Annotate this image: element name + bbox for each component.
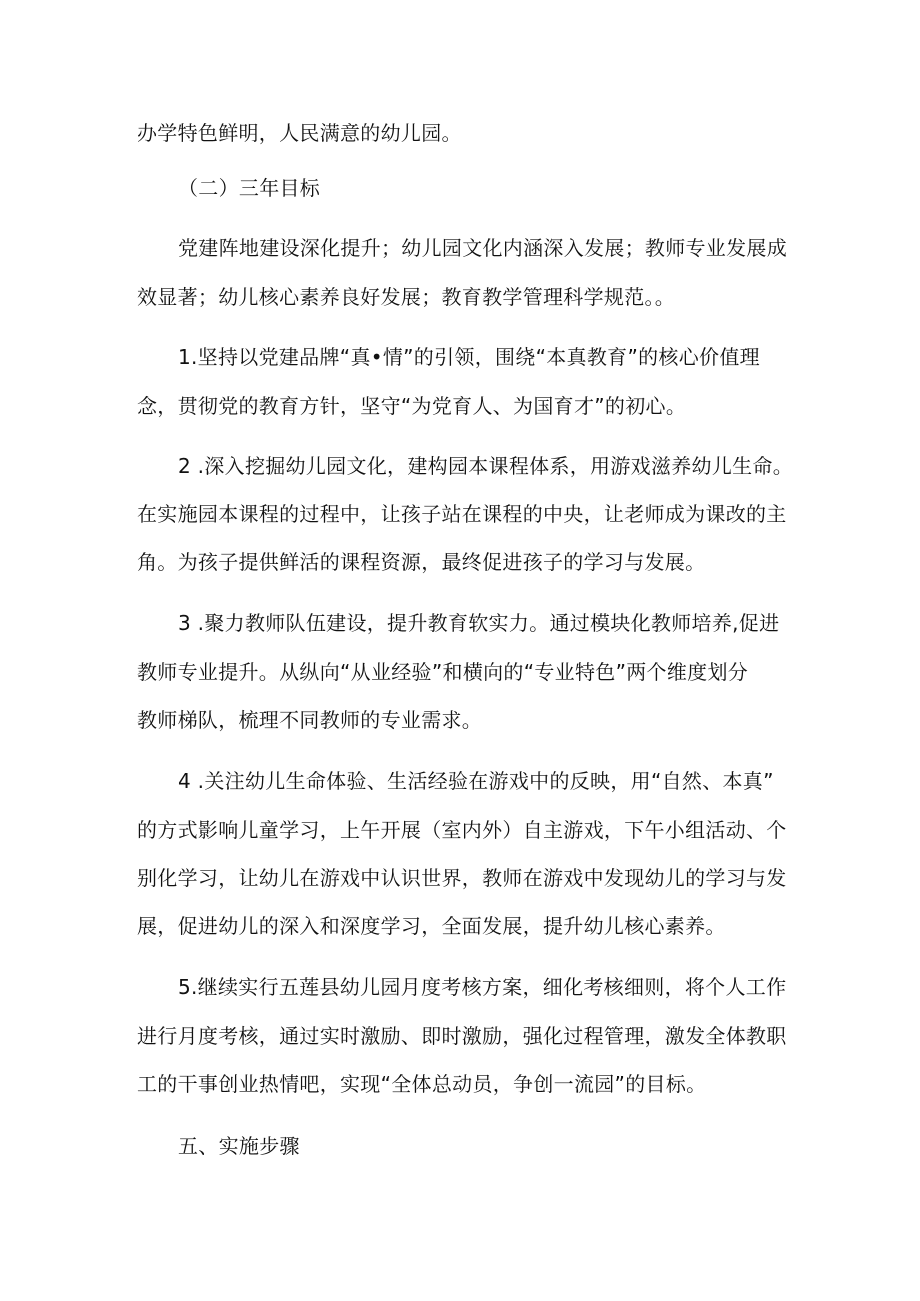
list-item-line: 1.坚持以党建品牌“真•情”的引领，围绕“本真教育”的核心价值理 xyxy=(178,345,760,369)
section-heading: （二）三年目标 xyxy=(178,176,321,200)
text-line: 念，贯彻党的教育方针，坚守“为党育人、为国育才”的初心。 xyxy=(137,394,687,418)
text-line: 效显著；幼儿核心素养良好发展；教育教学管理科学规范。。 xyxy=(137,285,676,309)
text-line: 工的干事创业热情吧，实现“全体总动员，争创一流园”的目标。 xyxy=(137,1072,707,1096)
text-line: 教师专业提升。从纵向“从业经验”和横向的“专业特色”两个维度划分 xyxy=(137,660,749,684)
text-line: 教师梯队，梳理不同教师的专业需求。 xyxy=(137,708,483,732)
text-line: 展，促进幼儿的深入和深度学习，全面发展，提升幼儿核心素养。 xyxy=(137,914,726,938)
list-item-line: 3 .聚力教师队伍建设，提升教育软实力。通过模块化教师培养,促进 xyxy=(178,611,780,635)
section-heading: 五、实施步骤 xyxy=(178,1134,300,1158)
text-line: 办学特色鲜明，人民满意的幼儿园。 xyxy=(137,121,462,145)
list-item-line: 5.继续实行五莲县幼儿园月度考核方案，细化考核细则，将个人工作 xyxy=(178,975,787,999)
text-line: 在实施园本课程的过程中，让孩子站在课程的中央，让老师成为课改的主 xyxy=(137,502,787,526)
list-item-line: 4 .关注幼儿生命体验、生活经验在游戏中的反映，用“自然、本真” xyxy=(178,769,774,793)
text-line: 进行月度考核，通过实时激励、即时激励，强化过程管理，激发全体教职 xyxy=(137,1024,787,1048)
text-line: 党建阵地建设深化提升；幼儿园文化内涵深入发展；教师专业发展成 xyxy=(178,236,787,260)
list-item-line: 2 .深入挖掘幼儿园文化，建构园本课程体系，用游戏滋养幼儿生命。 xyxy=(178,454,794,478)
text-line: 的方式影响儿童学习，上午开展（室内外）自主游戏，下午小组活动、个 xyxy=(137,818,787,842)
text-line: 角。为孩子提供鲜活的课程资源，最终促进孩子的学习与发展。 xyxy=(137,550,706,574)
text-line: 别化学习，让幼儿在游戏中认识世界，教师在游戏中发现幼儿的学习与发 xyxy=(137,866,787,890)
